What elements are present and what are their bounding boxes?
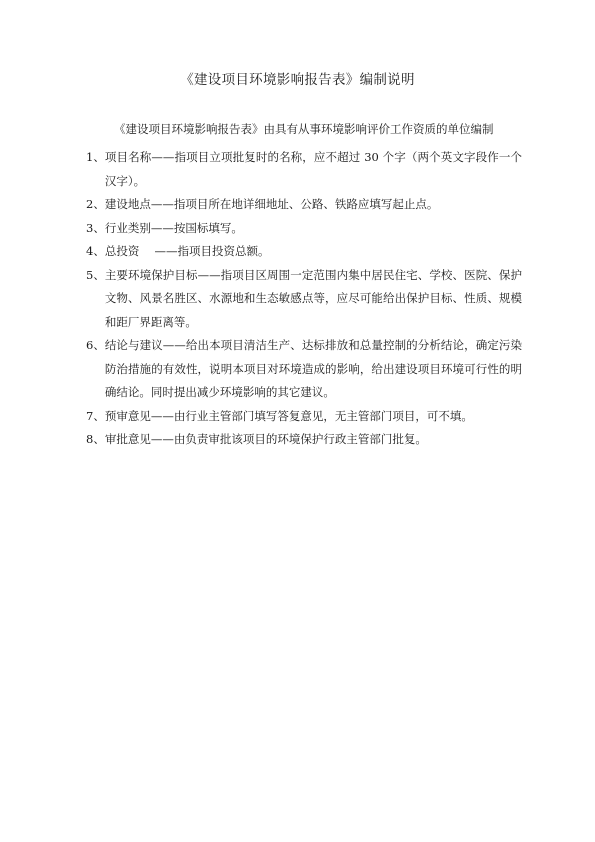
list-item (86, 240, 522, 264)
item-text: 主要环境保护目标——指项目区周围一定范围内集中居民住宅、学校、医院、保护文物、风景名胜区、水源地和生态敏感点等，应尽可能给出保护目标、性质、规模和距厂界距离等。 (104, 267, 522, 329)
list-item (86, 217, 522, 241)
page-title: 《建设项目环境影响报告表》编制说明 (180, 72, 415, 88)
item-number: 5、 (86, 267, 105, 282)
list-item (86, 334, 522, 405)
item-text: 结论与建议——给出本项目清洁生产、达标排放和总量控制的分析结论，确定污染防治措施的有效性，说明本项目对环境造成的影响，给出建设项目环境可行性的明确结论。同时提出减少环境影响的其它建议。 (104, 338, 522, 399)
list-item (86, 146, 522, 193)
instruction-list (86, 146, 522, 452)
list-item (86, 405, 522, 429)
item-text: 项目名称——指项目立项批复时的名称，应不超过 30 个字（两个英文字段作一个汉字）。 (104, 150, 522, 188)
item-text: 预审意见——由行业主管部门填写答复意见，无主管部门项目，可不填。 (104, 408, 473, 423)
intro-paragraph: 《建设项目环境影响报告表》由具有从事环境影响评价工作资质的单位编制 (114, 122, 494, 136)
item-number: 6、 (86, 338, 105, 352)
item-number: 3、 (86, 220, 105, 235)
item-text: 建设地点——指项目所在地详细地址、公路、铁路应填写起止点。 (104, 197, 439, 211)
item-number: 8、 (86, 432, 105, 446)
item-number: 1、 (86, 150, 105, 164)
item-text: 行业类别——按国标填写。 (104, 220, 243, 235)
list-item (86, 264, 522, 335)
item-number: 2、 (86, 197, 105, 211)
list-item (86, 193, 522, 217)
item-number: 7、 (86, 408, 105, 423)
item-text: 审批意见——由负责审批该项目的环境保护行政主管部门批复。 (104, 432, 427, 446)
list-item (86, 428, 522, 452)
item-text: 总投资 ——指项目投资总额。 (104, 244, 270, 258)
item-number: 4、 (86, 244, 105, 258)
